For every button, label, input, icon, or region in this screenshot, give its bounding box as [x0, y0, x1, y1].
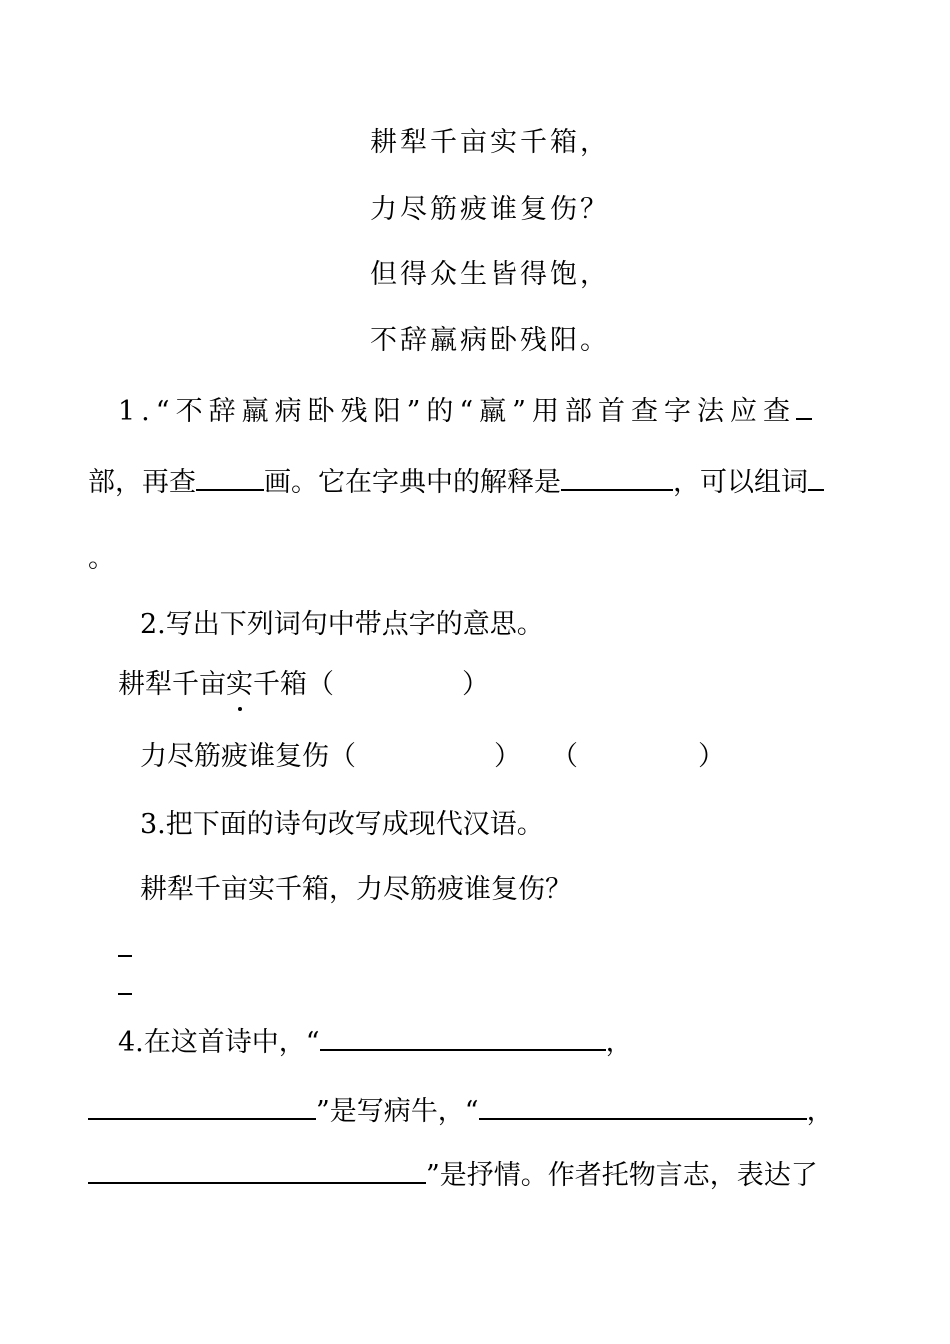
answer-blank-q4-1[interactable] [320, 1023, 606, 1051]
poem-line-4: 不辞羸病卧残阳。 [370, 325, 610, 356]
answer-blank-word[interactable] [808, 463, 824, 491]
question-1-line-1 [118, 392, 812, 429]
q2-line1-text-a: 耕犁千亩 [118, 669, 226, 700]
question-4-line-1 [118, 1023, 633, 1060]
q4-mid-2: ”是抒情。作者托物言志，表达了 [426, 1160, 818, 1191]
answer-blank-definition[interactable] [561, 463, 673, 491]
question-3-verse: 耕犁千亩实千箱，力尽筋疲谁复伤？ [140, 874, 572, 905]
question-2-line-1 [118, 668, 489, 702]
question-3-title: 3.把下面的诗句改写成现代汉语。 [140, 809, 544, 840]
answer-blank-strokes[interactable] [196, 463, 264, 491]
question-1-part-2: 画。它在字典中的解释是 [264, 467, 561, 498]
question-4-line-3 [88, 1156, 818, 1193]
poem-line-3: 但得众生皆得饱， [370, 259, 610, 290]
answer-line-1[interactable] [118, 955, 132, 957]
q4-comma-2: ， [806, 1096, 834, 1127]
question-2-line-2 [140, 740, 725, 774]
poem-line-1: 耕犁千亩实千箱， [370, 127, 610, 158]
answer-blank-q4-3[interactable] [479, 1092, 807, 1120]
question-2-title: 2.写出下列词句中带点字的意思。 [140, 609, 544, 640]
question-4-line-2 [88, 1092, 834, 1129]
q2-line2-open-2: （ [551, 741, 578, 772]
question-1-end: 。 [88, 543, 115, 574]
answer-blank-q4-4[interactable] [88, 1156, 426, 1184]
answer-line-2[interactable] [118, 993, 132, 995]
question-1-text: 1.“不辞羸病卧残阳”的“羸”用部首查字法应查 [118, 396, 796, 427]
q4-comma-1: ， [605, 1027, 633, 1058]
q4-mid-1: ”是写病牛，“ [316, 1096, 479, 1127]
poem-line-2: 力尽筋疲谁复伤？ [370, 194, 610, 225]
q4-start: 4.在这首诗中，“ [118, 1027, 320, 1058]
q2-line1-close: ） [462, 669, 489, 700]
q2-line2-text: 力尽筋疲谁复伤（ [140, 741, 356, 772]
q2-line1-text-b: 千箱（ [253, 669, 334, 700]
dotted-char-shi: 实 [226, 669, 253, 700]
question-1-part-1: 部，再查 [88, 467, 196, 498]
answer-blank-radical[interactable] [796, 392, 812, 420]
q2-line2-close: ） [494, 741, 521, 772]
answer-blank-q4-2[interactable] [88, 1092, 316, 1120]
question-1-line-2 [88, 463, 824, 500]
question-1-part-3: ，可以组词 [673, 467, 808, 498]
q2-line2-close-2: ） [698, 741, 725, 772]
